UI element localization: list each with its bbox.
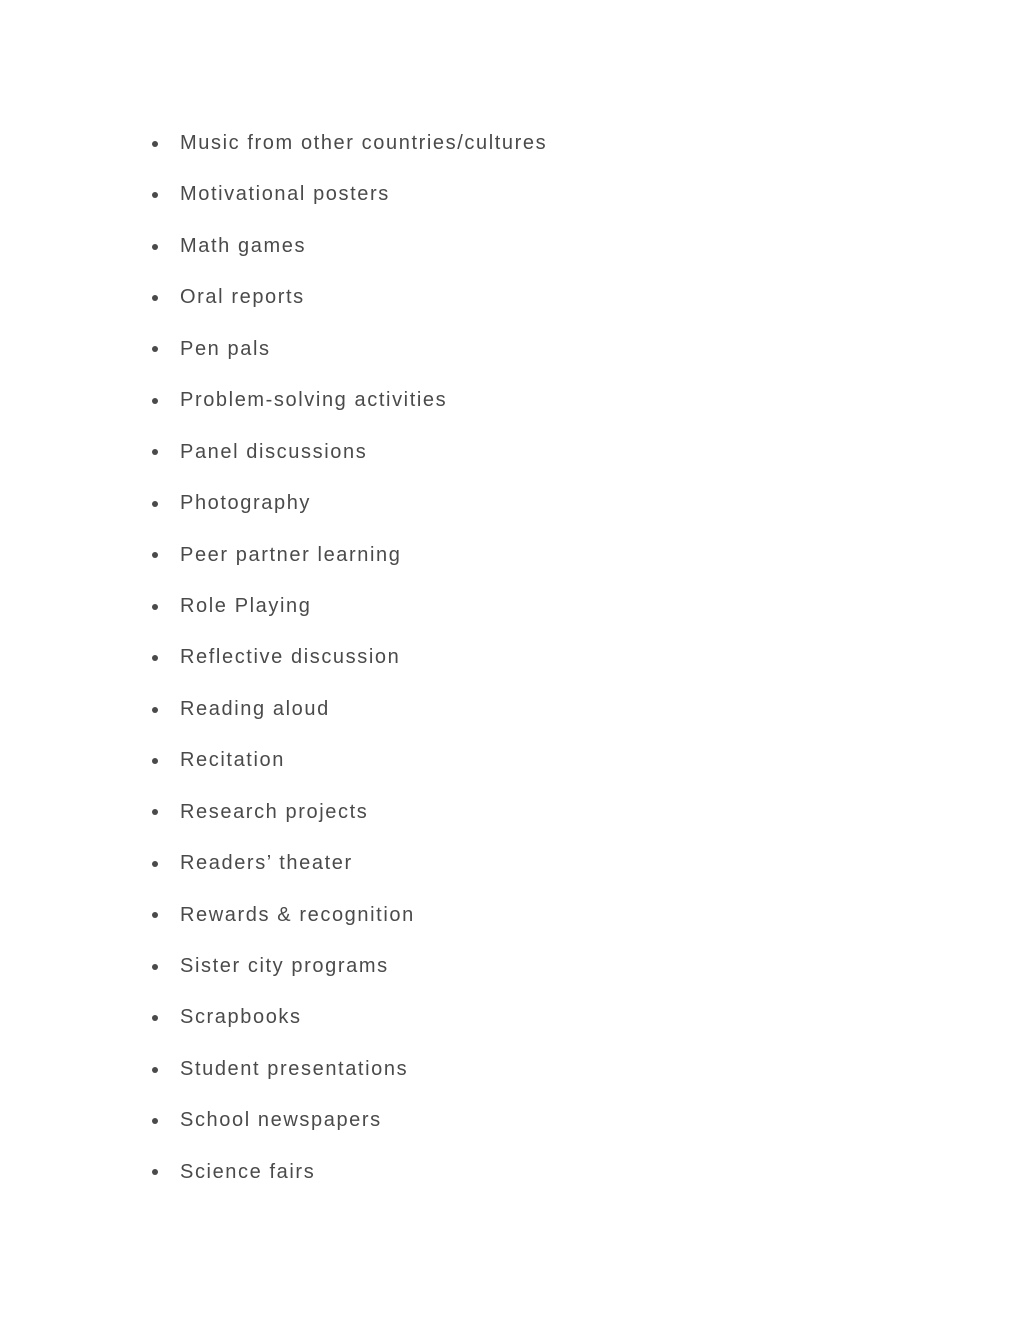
bullet-icon: [152, 244, 158, 250]
list-item-text: Science fairs: [180, 1160, 316, 1183]
bullet-icon: [152, 449, 158, 455]
list-item-text: Panel discussions: [180, 440, 368, 463]
list-item-text: Motivational posters: [180, 183, 390, 206]
bullet-icon: [152, 707, 158, 713]
list-item-text: Student presentations: [180, 1057, 409, 1080]
bullet-icon: [152, 809, 158, 815]
bullet-icon: [152, 552, 158, 558]
bullet-icon: [152, 604, 158, 610]
bullet-icon: [152, 861, 158, 867]
bullet-icon: [152, 1169, 158, 1175]
bullet-icon: [152, 964, 158, 970]
list-item-text: School newspapers: [180, 1109, 382, 1132]
list-item-text: Oral reports: [180, 286, 305, 309]
list-item-text: Reflective discussion: [180, 646, 401, 669]
bullet-icon: [152, 141, 158, 147]
list-item-text: Photography: [180, 492, 312, 515]
bullet-icon: [152, 295, 158, 301]
bullet-icon: [152, 1067, 158, 1073]
bullet-icon: [152, 398, 158, 404]
list-item-text: Sister city programs: [180, 955, 389, 977]
list-item-text: Rewards & recognition: [180, 903, 415, 926]
bullet-icon: [152, 192, 158, 198]
bullet-icon: [152, 758, 158, 764]
list-item-text: Music from other countries/cultures: [180, 132, 548, 154]
bullet-icon: [152, 912, 158, 918]
bullet-icon: [152, 1118, 158, 1124]
bullet-icon: [152, 501, 158, 507]
bullet-icon: [152, 346, 158, 352]
list-item-text: Problem-solving activities: [180, 389, 448, 412]
bullet-icon: [152, 1015, 158, 1021]
list-item-text: Pen pals: [180, 337, 271, 360]
list-item-text: Math games: [180, 234, 307, 257]
bullet-icon: [152, 655, 158, 661]
list-item-text: Peer partner learning: [180, 543, 402, 566]
list-item-text: Readers’ theater: [180, 852, 353, 875]
list-item-text: Recitation: [180, 749, 285, 772]
list-item-text: Role Playing: [180, 594, 312, 617]
list-item-text: Scrapbooks: [180, 1006, 302, 1029]
list-item-text: Reading aloud: [180, 697, 330, 720]
list-item-text: Research projects: [180, 800, 369, 823]
